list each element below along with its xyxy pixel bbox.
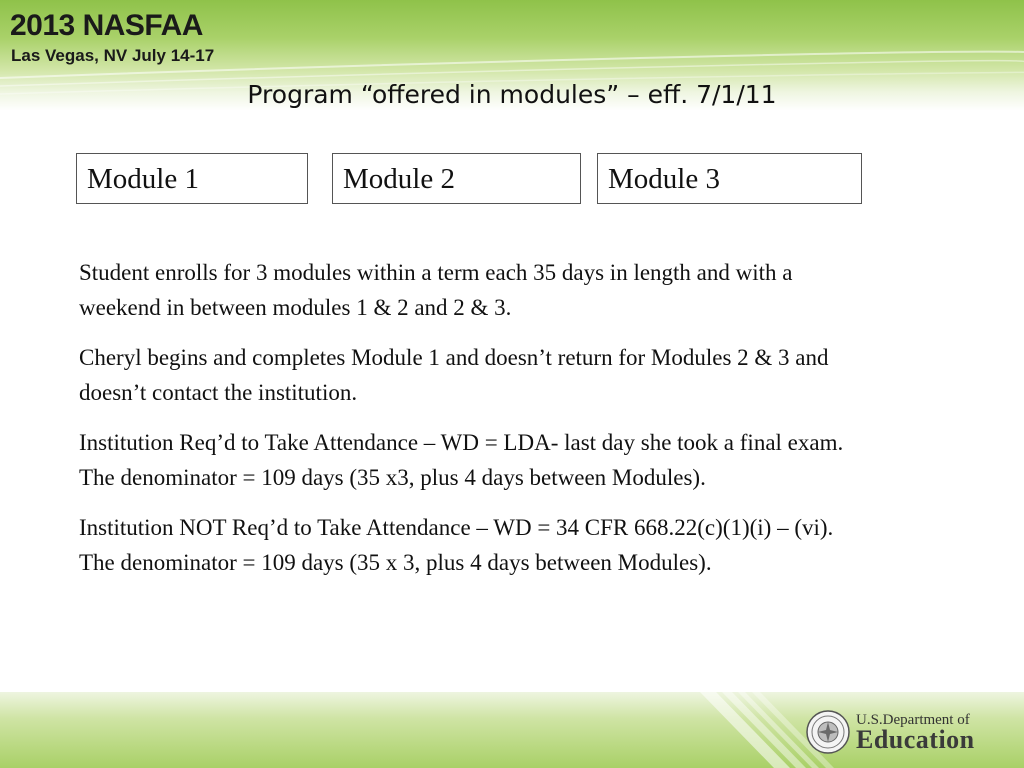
slide-body (79, 256, 859, 596)
logo-education-text: Education (856, 725, 975, 754)
slide-title: Program “offered in modules” – eff. 7/1/11 (247, 80, 777, 109)
conference-title: 2013 NASFAA (10, 9, 203, 42)
module-2-box: Module 2 (332, 153, 581, 204)
department-seal-icon (806, 710, 850, 754)
module-1-box: Module 1 (76, 153, 308, 204)
logo-department-text: U.S.Department of (856, 712, 970, 728)
module-3-box: Module 3 (597, 153, 862, 204)
header-banner (0, 0, 1024, 135)
conference-subtitle: Las Vegas, NV July 14-17 (11, 46, 215, 65)
paragraph-cheryl: Cheryl begins and completes Module 1 and doesn’t return for Modules 2 & 3 and doesn’t contact the institution. (79, 345, 829, 405)
paragraph-enrollment: Student enrolls for 3 modules within a term each 35 days in length and with a weekend in between modules 1 & 2 and 2 & 3. (79, 260, 793, 320)
paragraph-attendance-not-required: Institution NOT Req’d to Take Attendance – WD = 34 CFR 668.22(c)(1)(i) – (vi). The denominator = 109 days (35 x 3, plus 4 days between Modules). (79, 515, 834, 575)
paragraph-attendance-required: Institution Req’d to Take Attendance – WD = LDA- last day she took a final exam. The denominator = 109 days (35 x3, plus 4 days between Modules). (79, 430, 844, 490)
education-logo (806, 708, 1014, 760)
